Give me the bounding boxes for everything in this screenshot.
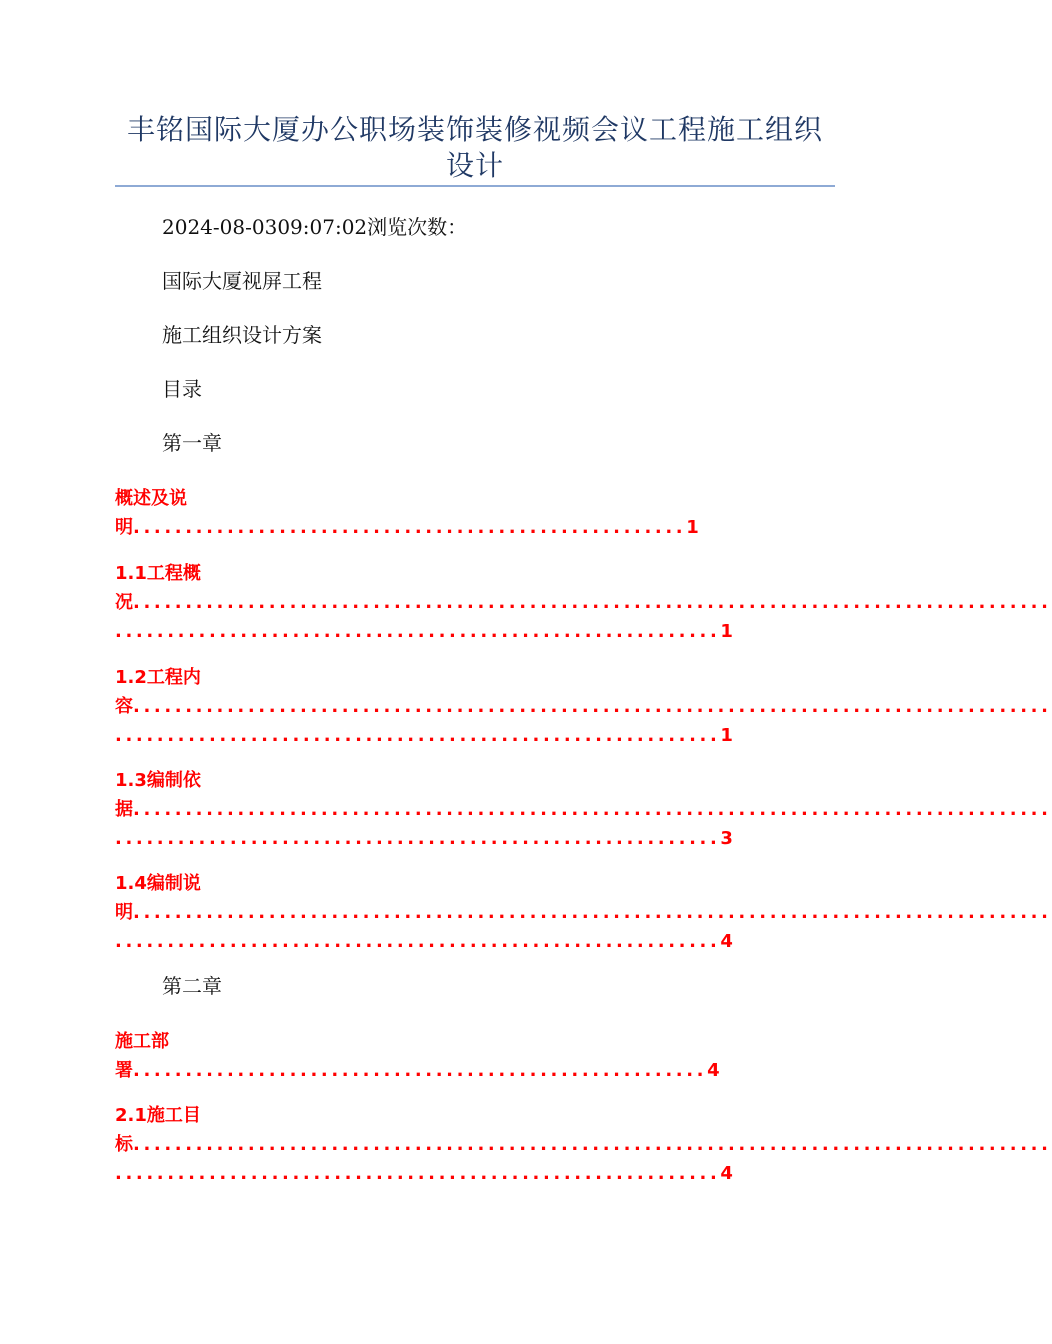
toc-entry-label: 明 bbox=[115, 902, 133, 923]
chapter-1-heading: 第一章 bbox=[162, 431, 222, 455]
toc-leader: ........................................................................................ bbox=[133, 592, 1052, 613]
toc-entry-label: 容 bbox=[115, 696, 133, 717]
toc-entry-label: 据 bbox=[115, 799, 133, 820]
toc-leader: ....................................................... bbox=[133, 1060, 708, 1081]
toc-leader: ........................................................................................ bbox=[133, 799, 1052, 820]
toc-leader: ........................................................................................ bbox=[133, 1134, 1052, 1155]
toc-entry[interactable] bbox=[115, 869, 1052, 956]
toc-page-number: 3 bbox=[720, 828, 733, 849]
toc-page-number: 1 bbox=[686, 517, 699, 538]
toc-entry-label: 1.4编制说 bbox=[115, 873, 201, 894]
toc-entry-label: 1.2工程内 bbox=[115, 667, 201, 688]
toc-page-number: 4 bbox=[720, 931, 733, 952]
toc-entry-label: 况 bbox=[115, 592, 133, 613]
toc-entry[interactable] bbox=[115, 766, 1052, 853]
toc-entry-label: 2.1施工目 bbox=[115, 1105, 201, 1126]
toc-page-number: 1 bbox=[720, 725, 733, 746]
toc-entry-label: 施工部 bbox=[115, 1031, 169, 1052]
title-line-2: 设计 bbox=[445, 149, 504, 182]
toc-leader: .......................................................... bbox=[115, 725, 721, 746]
toc-page-number: 4 bbox=[707, 1060, 720, 1081]
toc-leader: .......................................................... bbox=[115, 621, 721, 642]
toc-entry-label: 1.1工程概 bbox=[115, 563, 201, 584]
toc-entry[interactable] bbox=[115, 559, 1052, 646]
toc-entry[interactable] bbox=[115, 1027, 827, 1085]
toc-leader: .......................................................... bbox=[115, 828, 721, 849]
document-title bbox=[115, 112, 835, 184]
toc-entry[interactable] bbox=[115, 663, 1052, 750]
toc-heading: 目录 bbox=[162, 377, 202, 401]
toc-page-number: 1 bbox=[720, 621, 733, 642]
title-line-1: 丰铭国际大厦办公职场装饰装修视频会议工程施工组织 bbox=[126, 113, 823, 146]
title-divider bbox=[115, 185, 835, 187]
toc-leader: ........................................................................................ bbox=[133, 696, 1052, 717]
toc-entry-label: 1.3编制依 bbox=[115, 770, 201, 791]
toc-leader: .......................................................... bbox=[115, 931, 721, 952]
toc-entry-label: 署 bbox=[115, 1060, 133, 1081]
publish-meta: 2024-08-0309:07:02浏览次数： bbox=[162, 215, 468, 239]
toc-entry[interactable] bbox=[115, 1101, 1052, 1188]
toc-page-number: 4 bbox=[720, 1163, 733, 1184]
plan-name: 施工组织设计方案 bbox=[162, 323, 322, 347]
toc-entry-label: 标 bbox=[115, 1134, 133, 1155]
toc-leader: .......................................................... bbox=[115, 1163, 721, 1184]
toc-leader: ..................................................... bbox=[133, 517, 687, 538]
toc-leader: ........................................................................................ bbox=[133, 902, 1052, 923]
project-name: 国际大厦视屏工程 bbox=[162, 269, 322, 293]
chapter-2-heading: 第二章 bbox=[162, 974, 222, 998]
toc-entry-label: 概述及说 bbox=[115, 488, 187, 509]
toc-entry[interactable] bbox=[115, 484, 827, 542]
toc-entry-label: 明 bbox=[115, 517, 133, 538]
